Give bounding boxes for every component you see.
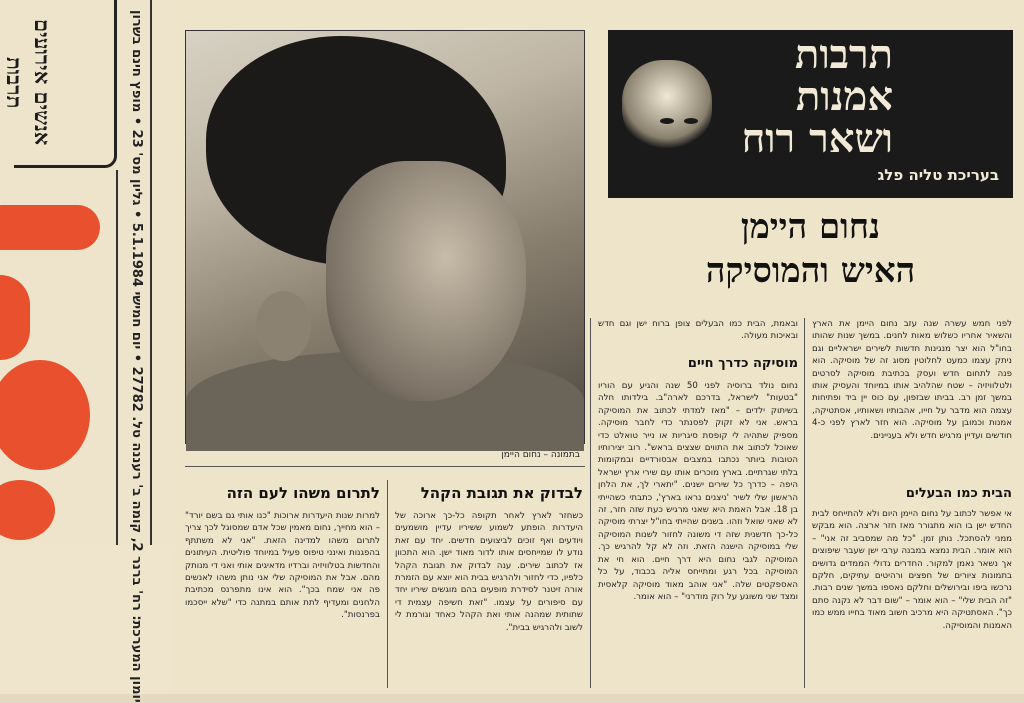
article-column-2-mid: נחום נולד ברוסיה לפני 50 שנה והגיע עם הוריו "בטעות" לישראל, בדרכם לארה"ב. בילדותו חלה בשיתוק ילדים – "מאז למדתי לכתוב את המוסיקה בראש. אני לא זקוק לפסנתר כדי לחבר מוסיקה. מספיק שתהיה לי קופסת סיגריות או נייר טואלט כדי שאוכל לכתוב את התווים שצצים בראש". רוב יצירותיו הטובות ביותר נכתבו במצבים אבסורדיים ובמקומות בלתי שגרתיים. בארץ מוכרים אותו עם שירי ארץ ישראל היפה – כדרך כל שירים ישנים. "יתארי לך, את הלחן הראשון שלי לשיר 'ניצנים נראו בארץ', כתבתי כשהייתי בן 18. אבל האמת היא שאני מרגיש כעת שזה חזר, זה לא שאני שואל וזהו. בשנים שהייתי בחו"ל יצרתי מוסיקה כל-כך חדשנית שזה די משונה לחזור לשנות המוסיקה שלי במוסיקה הישנה הזאת. וזה לא קל להרגיש כך. המוסיקה לגבי נחום היא דרך חיים. הוא חי את המוסיקה בכל רגע ומתייחס אליה בכבוד, על כל האספקטים שלה. "אני אוהב מאוד מוסיקה קלאסית ומצד שני משוגע על רוק מודרני" – הוא אומר. (598, 381, 798, 602)
masthead-strip (0, 0, 171, 703)
headline-line: נחום היימן (740, 207, 881, 247)
subhead-contribute: לתרום משהו לעם הזה (226, 484, 380, 502)
red-logo-shape-2 (0, 275, 30, 360)
section-rule (185, 466, 585, 467)
red-logo-shape-1 (0, 205, 100, 250)
red-logo-shape-4 (0, 480, 55, 540)
masthead-title: אנשים אירועים תרבות (2, 19, 55, 146)
headline-line: האיש והמוסיקה (705, 251, 916, 291)
section-editor: בעריכת טליה פלג (877, 166, 999, 184)
divider-line (150, 0, 152, 545)
section-title-line: תרבות (795, 31, 893, 78)
section-title-line: ושאר רוח (741, 115, 893, 162)
photo-face (326, 161, 526, 401)
article-column-1-bottom: אי אפשר לכתוב על נחום היימן היום ולא להתייחס לבית החדש ישן בו הוא מתגורר מאז חזר ארצה. הוא מבקש ממני להסתכל. נותן זמן. "כל מה שמסביב זה אני" – הוא אומר. הבית נמצא במבנה ערבי ישן שעבר שיפוצים אך נשאר נאמן למקור. החדרים גדולי הממדים גדושים בתמונות ציורים של חפצים ורהיטים עתיקים, חלקם נרכשו ביפו ובירושלים וחלקם נאספו במשך שנים רבות. "זה הבית שלי" – הוא אומר – "שום דבר לא נקנה סתם כך". האסתטיקה היא מרכיב חשוב מאוד בחייו ממש כמו האמנות והמוסיקה. (812, 509, 1012, 631)
section-title-line: אמנות (795, 73, 893, 120)
article-column-1-top: לפני חמש עשרה שנה עזב נחום היימן את הארץ והשאיר אחריו כשלוש מאות לחנים. במשך שנות שהותו בחו"ל הוא יצר מנגינות חדשות לשירים ישראליים וגם ניתק עצמו כמעט לחלוטין מסוג זה של מוסיקה. הוא פנה לתחום חדש ועסק בכתיבת מוסיקה לסרטים ולטלוויזיה – שטח שהלהיב אותו במיוחד והעסיק אותו במשך זמן רב. בביתו שבזפון, עם כוס יין ביד ופתיחות עצמה הוא מדבר על חייו, אהבותיו ושאותיו, אסתטיקה, אמנות וכמובן על מוסיקה. הוא חזר לארץ לפני כ-4 חודשים ועדיין מרגיש חדש ולא בעניינים. (812, 319, 1012, 441)
dateline: יומון המערכת: רח' ברנר 2, קומה ב' רעננה טל. 27782 • יום חמישי 5.1.1984 • גליון מס' 23 • מופץ חינם בשרון (129, 10, 144, 703)
column-rule (804, 318, 805, 688)
article-column-4: למרות שנות היעדרות ארוכות "כנו אותי גם בשם יורד" – הוא מחייך, נחום מאמין שכל אדם שמסוגל לכך צריך לתרום משהו למדינה הזאת. "אני לא משתתף בהפגנות ואינני טיפוס פעיל במיוחד פוליטית. העיתונים והחדשות בטלוויזיה וברדיו מדאיגים אותי ואני די מנותק מהם. אבל את המוסיקה שלי אני נותן משהו לאנשים פה אני שמח בכך". הוא אינו מתפרנס מכתיבת הלחנים ומעדיף לתת אותם במתנה כדי "שלא ייסכמו בפרנסות". (185, 511, 380, 621)
section-logo (608, 30, 1013, 198)
subhead-audience: לבדוק את תגובת הקהל (420, 484, 583, 502)
red-logo-shape-3 (0, 360, 90, 470)
divider-line (116, 170, 118, 545)
subhead-music: מוסיקה כדרך חיים (687, 356, 798, 371)
photo-caption: בתמונה – נחום היימן (501, 450, 580, 460)
section-title (633, 31, 893, 162)
article-column-3: כשחזר לארץ לאחר תקופה כל-כך ארוכה של היעדרות הופתע לשמוע ששיריו עדיין מושמעים ויודעים ואף זוכים לביצועים חדשים. יחד עם זאת נודע לו שמייחסים אותו לדור מאוד ישן. הוא התכוון אז לכתוב שירים. ענה לבדוק את תגובת הקהל כלפיו, כדי לחזור ולהרגיש בבית הוא יוצא עם הזמרת אורה זיטנר לסידרת מופעים בהם מוגשים שיריו יחד עם סיפורים על עצמו. "זאת חשיפה עצמית די שתותית שמהנה אותי ואת הקהל כאחד וגורמת לי לשוב ולהרגיש בבית". (395, 511, 583, 633)
article-headline (608, 205, 1013, 293)
article-column-2-top: ובאמת, הבית כמו הבעלים צופן ברוח ישן וגם חדש ובאיכות מעולה. (598, 319, 798, 342)
portrait-photo (185, 30, 585, 444)
column-rule (590, 318, 591, 688)
photo-ear (256, 291, 311, 361)
column-rule (387, 480, 388, 688)
subhead-home: הבית כמו הבעלים (905, 486, 1012, 501)
